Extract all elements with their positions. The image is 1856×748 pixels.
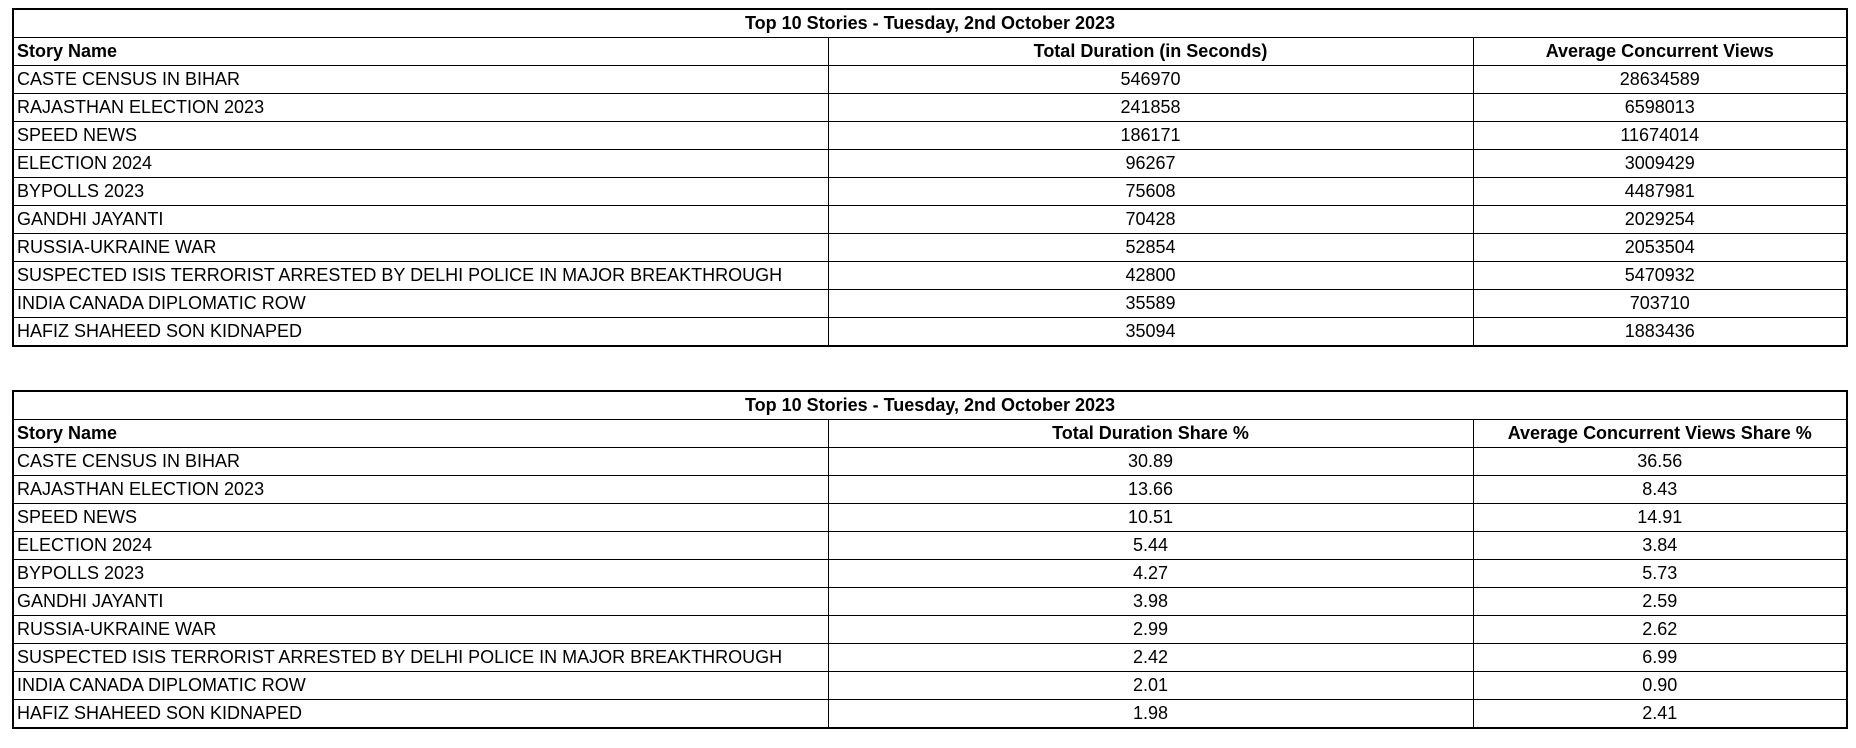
table-row — [13, 262, 1847, 290]
metric-1-cell: 96267 — [828, 150, 1473, 178]
story-name-cell: HAFIZ SHAHEED SON KIDNAPED — [13, 318, 828, 347]
metric-2-cell: 5470932 — [1473, 262, 1847, 290]
metric-2-cell: 3009429 — [1473, 150, 1847, 178]
column-header-story-name: Story Name — [13, 38, 828, 66]
metric-2-cell: 2053504 — [1473, 234, 1847, 262]
story-name-cell: SPEED NEWS — [13, 504, 828, 532]
story-name-cell: SUSPECTED ISIS TERRORIST ARRESTED BY DELHI POLICE IN MAJOR BREAKTHROUGH — [13, 262, 828, 290]
metric-2-cell: 3.84 — [1473, 532, 1847, 560]
duration-views-table — [12, 8, 1848, 347]
title-row — [13, 391, 1847, 420]
metric-2-cell: 28634589 — [1473, 66, 1847, 94]
metric-1-cell: 42800 — [828, 262, 1473, 290]
story-name-cell: BYPOLLS 2023 — [13, 178, 828, 206]
table-row — [13, 616, 1847, 644]
story-name-cell: ELECTION 2024 — [13, 150, 828, 178]
story-name-cell: BYPOLLS 2023 — [13, 560, 828, 588]
metric-2-cell: 2.62 — [1473, 616, 1847, 644]
metric-2-cell: 36.56 — [1473, 448, 1847, 476]
metric-1-cell: 186171 — [828, 122, 1473, 150]
table-row — [13, 476, 1847, 504]
column-header-total-duration: Total Duration (in Seconds) — [828, 38, 1473, 66]
table-body — [13, 9, 1847, 346]
metric-1-cell: 1.98 — [828, 700, 1473, 729]
table-row — [13, 290, 1847, 318]
title-row — [13, 9, 1847, 38]
metric-1-cell: 2.42 — [828, 644, 1473, 672]
column-header-total-duration-share: Total Duration Share % — [828, 420, 1473, 448]
metric-2-cell: 11674014 — [1473, 122, 1847, 150]
metric-1-cell: 5.44 — [828, 532, 1473, 560]
column-header-average-concurrent-views-share: Average Concurrent Views Share % — [1473, 420, 1847, 448]
metric-2-cell: 2.41 — [1473, 700, 1847, 729]
metric-2-cell: 1883436 — [1473, 318, 1847, 347]
share-percent-table — [12, 390, 1848, 729]
table-row — [13, 66, 1847, 94]
metric-1-cell: 241858 — [828, 94, 1473, 122]
table-body — [13, 391, 1847, 728]
story-name-cell: INDIA CANADA DIPLOMATIC ROW — [13, 290, 828, 318]
table-row — [13, 644, 1847, 672]
metric-1-cell: 70428 — [828, 206, 1473, 234]
metric-1-cell: 35094 — [828, 318, 1473, 347]
table-row — [13, 504, 1847, 532]
story-name-cell: CASTE CENSUS IN BIHAR — [13, 66, 828, 94]
metric-1-cell: 10.51 — [828, 504, 1473, 532]
metric-2-cell: 2.59 — [1473, 588, 1847, 616]
metric-1-cell: 75608 — [828, 178, 1473, 206]
metric-1-cell: 3.98 — [828, 588, 1473, 616]
table-row — [13, 206, 1847, 234]
metric-1-cell: 4.27 — [828, 560, 1473, 588]
table-row — [13, 560, 1847, 588]
table-row — [13, 672, 1847, 700]
story-name-cell: RUSSIA-UKRAINE WAR — [13, 234, 828, 262]
metric-2-cell: 0.90 — [1473, 672, 1847, 700]
metric-2-cell: 8.43 — [1473, 476, 1847, 504]
story-name-cell: SPEED NEWS — [13, 122, 828, 150]
table-row — [13, 588, 1847, 616]
story-name-cell: SUSPECTED ISIS TERRORIST ARRESTED BY DELHI POLICE IN MAJOR BREAKTHROUGH — [13, 644, 828, 672]
column-header-story-name: Story Name — [13, 420, 828, 448]
metric-1-cell: 30.89 — [828, 448, 1473, 476]
table-row — [13, 700, 1847, 729]
story-name-cell: RUSSIA-UKRAINE WAR — [13, 616, 828, 644]
metric-1-cell: 52854 — [828, 234, 1473, 262]
story-name-cell: ELECTION 2024 — [13, 532, 828, 560]
metric-1-cell: 2.99 — [828, 616, 1473, 644]
story-name-cell: RAJASTHAN ELECTION 2023 — [13, 94, 828, 122]
table-row — [13, 122, 1847, 150]
column-header-average-concurrent-views: Average Concurrent Views — [1473, 38, 1847, 66]
story-name-cell: INDIA CANADA DIPLOMATIC ROW — [13, 672, 828, 700]
table-row — [13, 448, 1847, 476]
story-name-cell: GANDHI JAYANTI — [13, 206, 828, 234]
table-row — [13, 318, 1847, 347]
table-title: Top 10 Stories - Tuesday, 2nd October 2023 — [13, 391, 1847, 420]
story-name-cell: HAFIZ SHAHEED SON KIDNAPED — [13, 700, 828, 729]
story-name-cell: CASTE CENSUS IN BIHAR — [13, 448, 828, 476]
header-row — [13, 38, 1847, 66]
table-row — [13, 234, 1847, 262]
table-row — [13, 178, 1847, 206]
story-name-cell: RAJASTHAN ELECTION 2023 — [13, 476, 828, 504]
metric-1-cell: 13.66 — [828, 476, 1473, 504]
table-row — [13, 150, 1847, 178]
table-title: Top 10 Stories - Tuesday, 2nd October 2023 — [13, 9, 1847, 38]
metric-1-cell: 2.01 — [828, 672, 1473, 700]
metric-2-cell: 4487981 — [1473, 178, 1847, 206]
metric-2-cell: 703710 — [1473, 290, 1847, 318]
header-row — [13, 420, 1847, 448]
metric-2-cell: 6598013 — [1473, 94, 1847, 122]
story-name-cell: GANDHI JAYANTI — [13, 588, 828, 616]
metric-1-cell: 546970 — [828, 66, 1473, 94]
metric-1-cell: 35589 — [828, 290, 1473, 318]
metric-2-cell: 6.99 — [1473, 644, 1847, 672]
table-row — [13, 94, 1847, 122]
table-row — [13, 532, 1847, 560]
metric-2-cell: 5.73 — [1473, 560, 1847, 588]
metric-2-cell: 14.91 — [1473, 504, 1847, 532]
metric-2-cell: 2029254 — [1473, 206, 1847, 234]
